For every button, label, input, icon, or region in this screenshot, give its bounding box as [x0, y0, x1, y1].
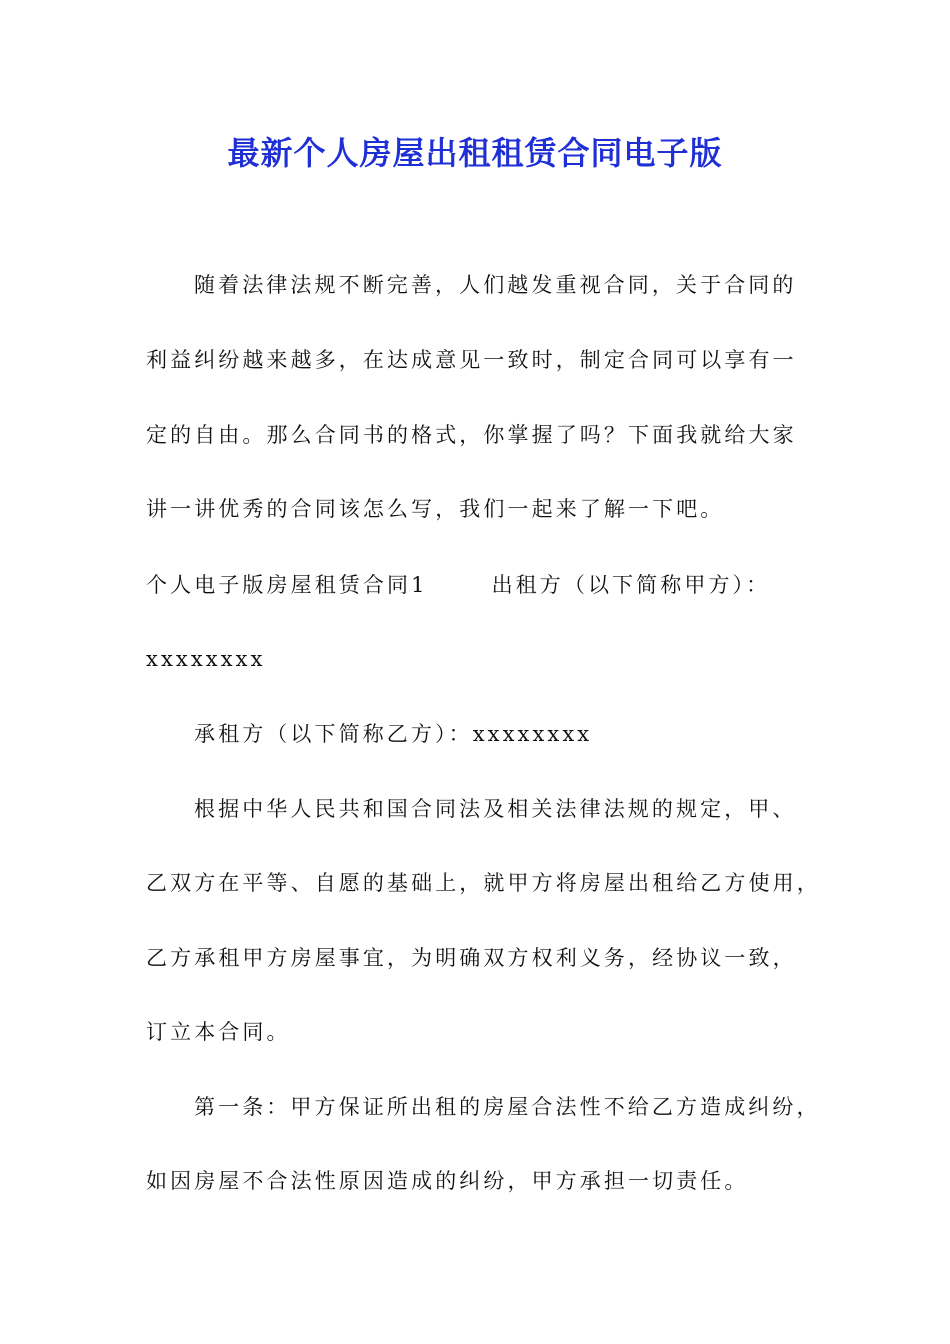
article-line: 如因房屋不合法性原因造成的纠纷，甲方承担一切责任。: [146, 1169, 749, 1193]
document-title: 最新个人房屋出租租赁合同电子版: [227, 134, 723, 172]
lessor-value: xxxxxxxx: [146, 647, 266, 671]
contract-heading: 个人电子版房屋租赁合同1: [146, 573, 428, 597]
article-line: 第一条：甲方保证所出租的房屋合法性不给乙方造成纠纷，: [194, 1095, 821, 1119]
paragraph-line: 乙方承租甲方房屋事宜，为明确双方权利义务，经协议一致，: [146, 946, 797, 970]
paragraph-line: 利益纠纷越来越多，在达成意见一致时，制定合同可以享有一: [146, 348, 797, 372]
paragraph-line: 定的自由。那么合同书的格式，你掌握了吗？下面我就给大家: [146, 423, 797, 447]
contract-heading-line: [146, 570, 826, 600]
paragraph-line: 订立本合同。: [146, 1020, 291, 1044]
paragraph-line: 乙双方在平等、自愿的基础上，就甲方将房屋出租给乙方使用，: [146, 871, 821, 895]
lessor-label: 出租方（以下简称甲方）：: [491, 573, 771, 597]
paragraph-line: 讲一讲优秀的合同该怎么写，我们一起来了解一下吧。: [146, 497, 725, 521]
paragraph-line: 根据中华人民共和国合同法及相关法律法规的规定，甲、: [194, 797, 797, 821]
lessee-line: 承租方（以下简称乙方）：xxxxxxxx: [194, 722, 593, 746]
paragraph-line: 随着法律法规不断完善，人们越发重视合同，关于合同的: [194, 273, 797, 297]
